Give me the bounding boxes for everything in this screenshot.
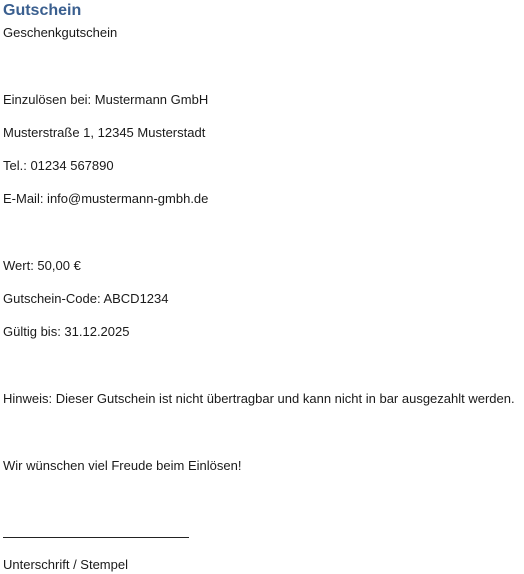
voucher-title: Gutschein xyxy=(3,2,82,19)
redeem-at-line: Einzulösen bei: Mustermann GmbH xyxy=(3,92,209,107)
signature-label: Unterschrift / Stempel xyxy=(3,557,128,572)
address-line: Musterstraße 1, 12345 Musterstadt xyxy=(3,125,206,140)
valid-until-line: Gültig bis: 31.12.2025 xyxy=(3,324,130,339)
value-line: Wert: 50,00 € xyxy=(3,258,81,273)
phone-line: Tel.: 01234 567890 xyxy=(3,158,114,173)
voucher-subtitle: Geschenkgutschein xyxy=(3,25,118,40)
notice-line: Hinweis: Dieser Gutschein ist nicht übertragbar und kann nicht in bar ausgezahlt werden. xyxy=(3,391,515,406)
signature-line xyxy=(3,537,189,538)
email-line: E-Mail: info@mustermann-gmbh.de xyxy=(3,191,209,206)
wish-line: Wir wünschen viel Freude beim Einlösen! xyxy=(3,458,242,473)
voucher-code-line: Gutschein-Code: ABCD1234 xyxy=(3,291,169,306)
